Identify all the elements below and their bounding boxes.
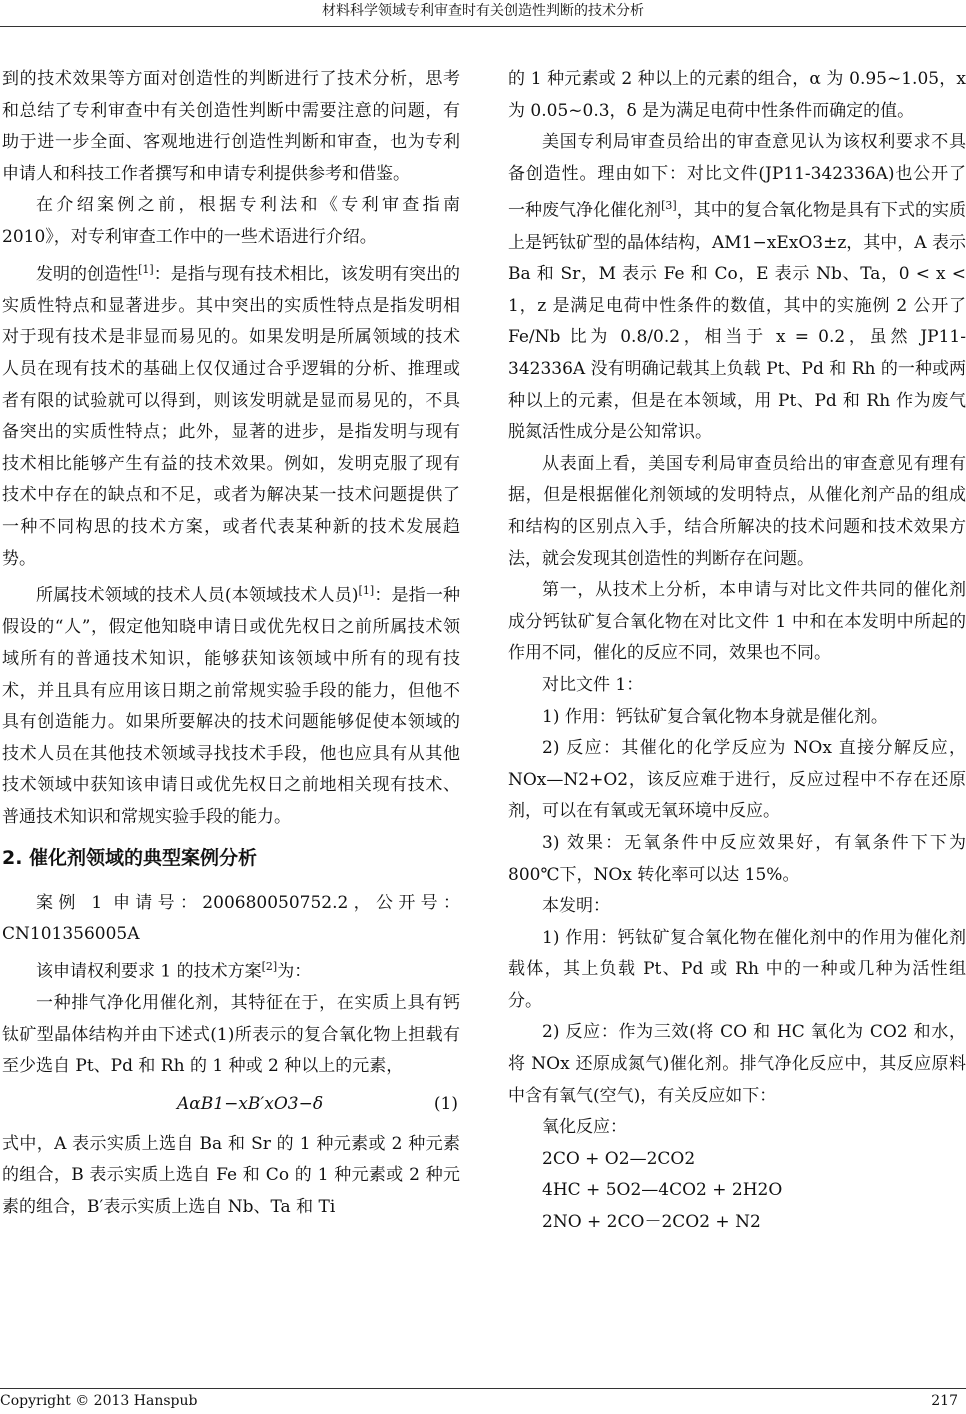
text: 为： [277, 961, 312, 982]
list-item: 2) 反应：作为三效(将 CO 和 HC 氧化为 CO2 和水，将 NOx 还原成氮气)催化剂。排气净化反应中，其反应原料中含有氧气(空气)，有关反应如下： [508, 1022, 966, 1106]
formula [2, 1083, 460, 1129]
equation: 2NO + 2CO－2CO2 + N2 [542, 1212, 761, 1233]
page-number: 217 [931, 1393, 958, 1409]
text: 该申请权利要求 1 的技术方案 [36, 961, 262, 982]
citation: [1] [358, 584, 375, 598]
paragraph: 从表面上看，美国专利局审查员给出的审查意见有理有据，但是根据催化剂领域的发明特点，从催化剂产品的组成和结构的区别点入手，结合所解决的技术问题和技术效果方法，就会发现其创造性的判断存在问题。 [508, 453, 966, 569]
paragraph [2, 951, 460, 988]
header-rule [0, 26, 966, 27]
subheading: 本发明： [542, 896, 610, 917]
citation: [3] [661, 199, 677, 213]
list-item: 1) 作用：钙钛矿复合氧化物本身就是催化剂。 [542, 706, 888, 727]
formula-number: (1) [433, 1093, 458, 1114]
paragraph [2, 575, 460, 833]
footer-rule [0, 1388, 966, 1389]
subheading: 对比文件 1： [542, 674, 644, 695]
citation: [1] [138, 262, 154, 276]
list-item: 3) 效果：无氧条件中反应效果好，有氧条件下下为 800℃下，NOx 转化率可以达 15%。 [508, 832, 966, 885]
right-column [508, 64, 966, 1239]
term: 发明的创造性 [36, 264, 139, 285]
equation: 2CO + O2—2CO2 [542, 1148, 696, 1169]
paragraph [2, 254, 460, 576]
list-item: 1) 作用：钙钛矿复合氧化物在催化剂中的作用为催化剂载体，其上负载 Pt、Pd 或 Rh 中的一种或几种为活性组分。 [508, 927, 966, 1011]
page-header: 材料科学领域专利审查时有关创造性判断的技术分析 [322, 3, 644, 19]
paragraph: 的 1 种元素或 2 种以上的元素的组合，α 为 0.95~1.05，x 为 0.05~0.3，δ 是为满足电荷中性条件而确定的值。 [508, 69, 966, 121]
copyright: Copyright © 2013 Hanspub [0, 1393, 198, 1409]
paragraph [508, 127, 966, 449]
subheading: 氧化反应： [542, 1117, 627, 1138]
paragraph: 在介绍案例之前，根据专利法和《专利审查指南2010》，对专利审查工作中的一些术语进行介绍。 [2, 195, 460, 247]
paragraph: 一种排气净化用催化剂，其特征在于，在实质上具有钙钛矿型晶体结构并由下述式(1)所表示的复合氧化物上担载有至少选自 Pt、Pd 和 Rh 的 1 种或 2 种以上的元素， [2, 993, 460, 1077]
paragraph: 式中，A 表示实质上选自 Ba 和 Sr 的 1 种元素或 2 种元素的组合，B 表示实质上选自 Fe 和 Co 的 1 种元素或 2 种元素的组合，B′表示实质上选自 Nb、Ta 和 Ti [2, 1133, 460, 1217]
term: 所属技术领域的技术人员(本领域技术人员) [36, 585, 359, 606]
section-heading: 2. 催化剂领域的典型案例分析 [2, 846, 258, 869]
formula-expression: AαB1−xB′xO3−δ [177, 1093, 324, 1114]
paragraph: 第一，从技术上分析，本申请与对比文件共同的催化剂成分钙钛矿复合氧化物在对比文件 1 中和在本发明中所起的作用不同，催化的反应不同，效果也不同。 [508, 580, 966, 664]
case-line: 案例 1 申请号：200680050752.2，公开号：CN101356005A [2, 892, 460, 945]
text: 美国专利局审查员给出的审查意见认为该权利要求不具备创造性。理由如下：对比文件(JP11-342336A)也公开了一种废气净化催化剂 [508, 132, 966, 222]
paragraph: 到的技术效果等方面对创造性的判断进行了技术分析，思考和总结了专利审查中有关创造性判断中需要注意的问题，有助于进一步全面、客观地进行创造性判断和审查，也为专利申请人和科技工作者撰写和申请专利提供参考和借鉴。 [2, 69, 460, 184]
text: ，其中的复合氧化物是具有下式的实质上是钙钛矿型的晶体结构，AM1−xExO3±z，其中，A 表示 Ba 和 Sr，M 表示 Fe 和 Co，E 表示 Nb、Ta，0 < x < 1，z 是满足电荷中性条件的数值，其中的实施例 2 公开了 Fe/Nb 比为 0.8/0.2，相当于 x = 0.2，虽然 JP11-342336A 没有明确记载其上负载 Pt、Pd 和 Rh 的一种或两种以上的元素，但是在本领域，用 Pt、Pd 和 Rh 作为废气脱氮活性成分是公知常识。 [508, 201, 966, 443]
text: ：是指与现有技术相比，该发明有突出的实质性特点和显著进步。其中突出的实质性特点是指发明相对于现有技术是非显而易见的。如果发明是所属领域的技术人员在现有技术的基础上仅仅通过合乎逻辑的分析、推理或者有限的试验就可以得到，则该发明就是显而易见的，不具备突出的实质性特点；此外，显著的进步，是指发明与现有技术相比能够产生有益的技术效果。例如，发明克服了现有技术中存在的缺点和不足，或者为解决某一技术问题提供了一种不同构思的技术方案，或者代表某种新的技术发展趋势。 [2, 264, 461, 569]
text: ：是指一种假设的“人”，假定他知晓申请日或优先权日之前所属技术领域所有的普通技术知识，能够获知该领域中所有的现有技术，并且具有应用该日期之前常规实验手段的能力，但他不具有创造能力。如果所要解决的技术问题能够促使本领域的技术人员在其他技术领域寻找技术手段，他也应具有从其他技术领域中获知该申请日或优先权日之前地相关现有技术、普通技术知识和常规实验手段的能力。 [2, 585, 461, 827]
equation: 4HC + 5O2—4CO2 + 2H2O [542, 1180, 783, 1201]
citation: [2] [261, 959, 278, 973]
list-item: 2) 反应：其催化的化学反应为 NOx 直接分解反应，NOx—N2+O2，该反应难于进行，反应过程中不存在还原剂，可以在有氧或无氧环境中反应。 [508, 738, 966, 822]
left-column [2, 64, 460, 1224]
